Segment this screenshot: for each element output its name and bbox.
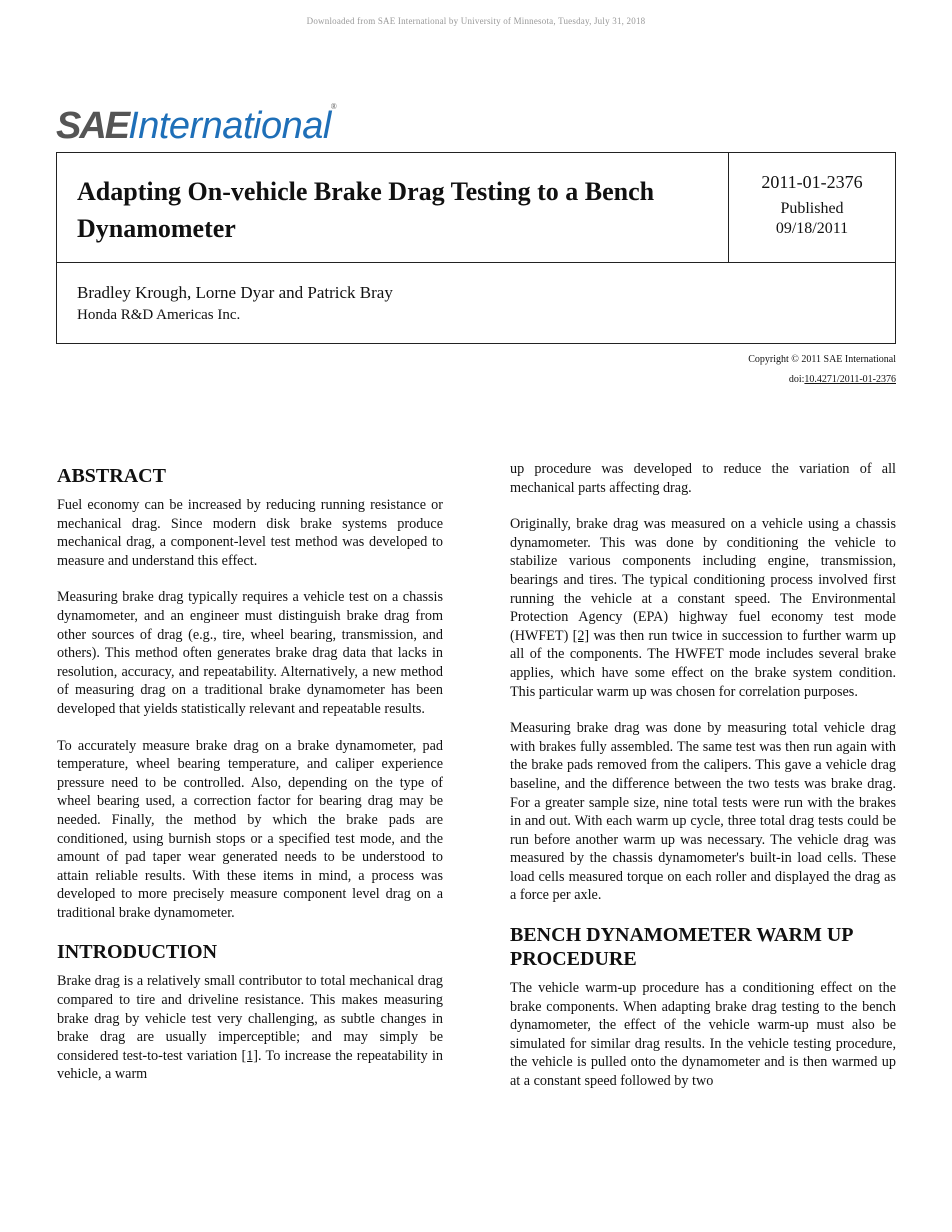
download-note: Downloaded from SAE International by University of Minnesota, Tuesday, July 31, 2018 (306, 16, 646, 26)
paper-id: 2011-01-2376 (761, 172, 863, 192)
logo-international-text: International (128, 105, 331, 147)
intro-p1-text-a: Brake drag is a relatively small contributor to total mechanical drag compared to tire and driveline resistance. This makes measuring brake drag by vehicle test very challenging, as subtle changes in brake drag are usually imperceptible; and may simply be considered test-to-test variation (57, 973, 443, 1064)
introduction-paragraph-3: Measuring brake drag was done by measuring total vehicle drag with brakes fully assembled. The same test was then run again with the brake pads removed from the calipers. This gave a vehicle drag baseline, and the difference between the two tests was brake drag. For a greater sample size, nine total tests were run with the brakes in and out. With each warm up cycle, three total drag tests could be run before another warm up was necessary. The vehicle drag was measured by the chassis dynamometer's built-in load cells. These load cells measured torque on each roller and displayed the drag as a force per axle. (510, 720, 896, 904)
paper-id-cell (729, 153, 895, 263)
reference-link-1[interactable]: [1] (241, 1047, 259, 1064)
abstract-heading: ABSTRACT (57, 465, 166, 487)
affiliation: Honda R&D Americas Inc. (77, 307, 241, 323)
introduction-heading: INTRODUCTION (57, 941, 218, 964)
logo-sae-text: SAE (56, 105, 129, 147)
intro-p1-text-b: . To increase the repeatability in vehicle, a warm (57, 1047, 443, 1083)
abstract-paragraph-3: To accurately measure brake drag on a brake dynamometer, pad temperature, wheel bearing temperature, and caliper experience pressure need to be controlled. Also, depending on the type of wheel bearing used, a correction factor for bearing drag may be needed. Finally, the method by which the brake pads are conditioned, using burnish stops or a specified test mode, and the amount of pad taper wear generated needs to be understood to attain reliable results. With these items in mind, a process was developed to more precisely measure component level drag on a traditional brake dynamometer. (57, 737, 443, 921)
doi-prefix: doi: (788, 374, 805, 385)
bench-warmup-heading: BENCH DYNAMOMETER WARM UP PROCEDURE (510, 924, 853, 971)
introduction-paragraph-1-continued: up procedure was developed to reduce the variation of all mechanical parts affecting drag. (510, 461, 896, 496)
doi-link[interactable]: 10.4271/2011-01-2376 (804, 374, 896, 385)
title-box (56, 152, 896, 344)
left-column (57, 460, 443, 1084)
published-label: Published (780, 200, 844, 217)
abstract-paragraph-1: Fuel economy can be increased by reducing running resistance or mechanical drag. Since modern disk brake systems produce mechanical drag, a component-level test method was developed to measure and understand this effect. (57, 497, 443, 569)
introduction-paragraph-2 (510, 515, 896, 701)
doi-line (789, 374, 896, 385)
intro-p2-text-a: Originally, brake drag was measured on a vehicle using a chassis dynamometer. This was done by conditioning the vehicle to stabilize various components including engine, transmission, bearings and tires. The typical conditioning process involved first running the vehicle at a constant speed. The Environmental Protection Agency (EPA) highway fuel economy test mode (HWFET) (510, 516, 896, 644)
intro-p2-text-b: was then run twice in succession to further warm up all of the components. The HWFET mode includes several brake applies, which have some effect on the brake system condition. This particular warm up was chosen for correlation purposes. (510, 627, 897, 700)
bench-warmup-paragraph-1: The vehicle warm-up procedure has a conditioning effect on the brake components. When adapting brake drag testing to the bench dynamometer, the effect of the vehicle warm-up must also be simulated for similar drag results. In the vehicle testing procedure, the vehicle is pulled onto the dynamometer and is then warmed up at a constant speed followed by two (510, 980, 896, 1090)
reference-link-2[interactable]: [2] (572, 627, 590, 644)
right-column (510, 460, 896, 1091)
title-cell (57, 153, 729, 263)
authors: Bradley Krough, Lorne Dyar and Patrick Bray (77, 283, 393, 302)
sae-international-logo (56, 100, 337, 146)
introduction-paragraph-1 (57, 972, 443, 1084)
paper-title: Adapting On-vehicle Brake Drag Testing to a Bench Dynamometer (77, 177, 655, 243)
published-date: 09/18/2011 (775, 220, 849, 237)
copyright: Copyright © 2011 SAE International (748, 354, 896, 365)
abstract-paragraph-2: Measuring brake drag typically requires a vehicle test on a chassis dynamometer, and an engineer must distinguish brake drag from other sources of drag (e.g., tire, wheel bearing, transmission, and others). This method often generates brake drag data that lacks in resolution, accuracy, and repeatability. Alternatively, a new method of measuring drag on a traditional brake dynamometer has been developed that yields statistically relevant and repeatable results. (57, 589, 443, 717)
logo-registered-mark: ® (330, 102, 337, 111)
authors-cell (57, 263, 895, 343)
